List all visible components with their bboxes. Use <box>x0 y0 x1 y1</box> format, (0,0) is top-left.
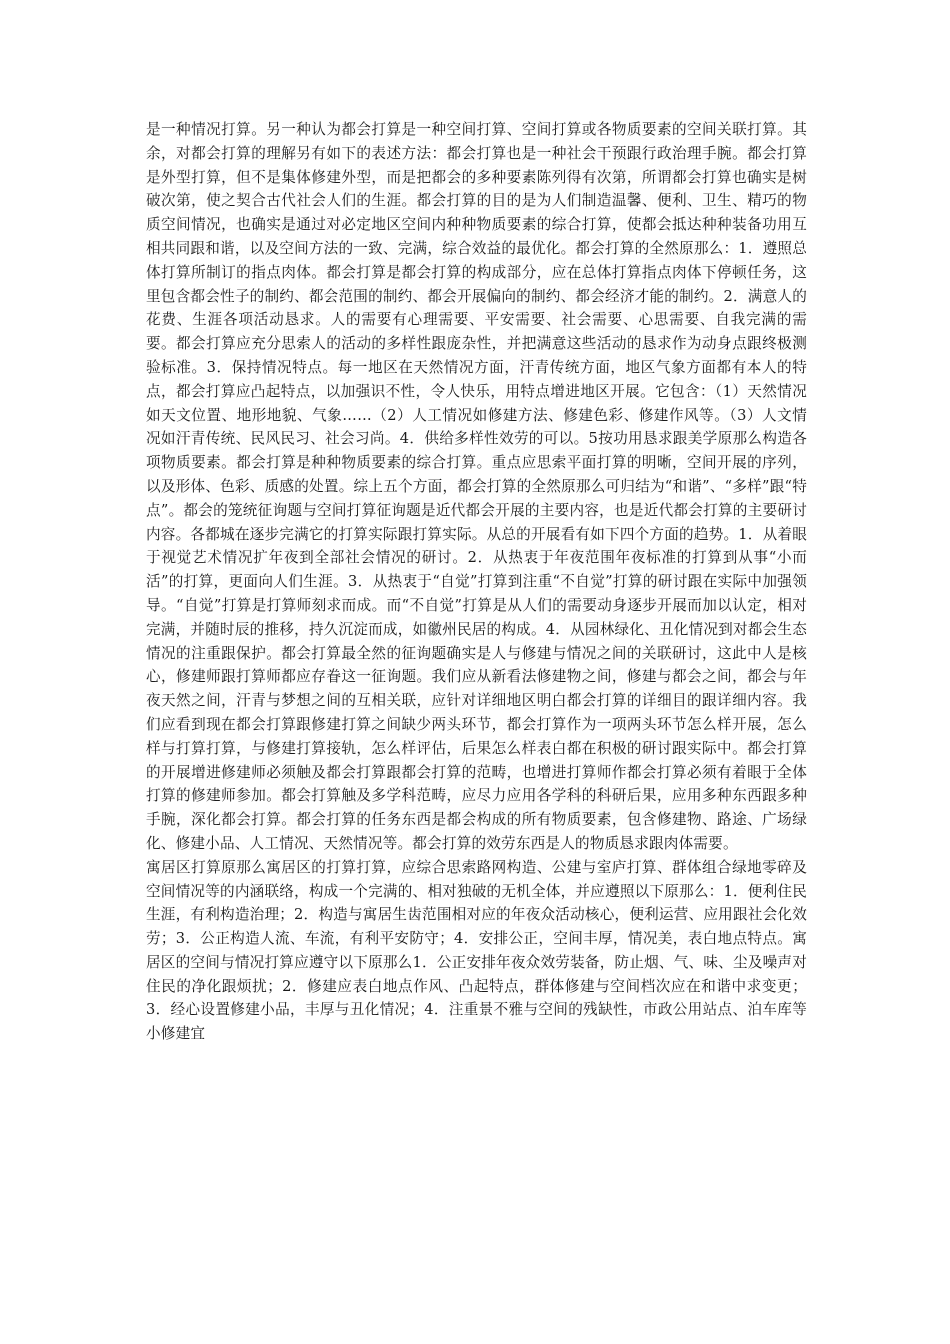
paragraph-residential-planning: 寓居区打算原那么寓居区的打算打算，应综合思索路网构造、公建与室庐打算、群体组合绿地零碎及空间情况等的内涵联络，构成一个完满的、相对独破的无机全体，并应遵照以下原那么：1．便利住民生涯，有利构造治理；2．构造与寓居生齿范围相对应的年夜众活动核心，便利运营、应用跟社会化效劳；3．公正构造人流、车流，有利平安防守；4．安排公正，空间丰厚，情况美，表白地点特点。寓居区的空间与情况打算应遵守以下原那么1．公正安排年夜众效劳装备，防止烟、气、味、尘及噪声对住民的净化跟烦扰；2．修建应表白地点作风、凸起特点，群体修建与空间档次应在和谐中求变更；3．经心设置修建小品，丰厚与丑化情况；4．注重景不雅与空间的残缺性，市政公用站点、泊车库等小修建宜 <box>146 858 807 1043</box>
document-body <box>146 118 807 1046</box>
paragraph-urban-planning: 是一种情况打算。另一种认为都会打算是一种空间打算、空间打算或各物质要素的空间关联打算。其余，对都会打算的理解另有如下的表述方法：都会打算也是一种社会干预跟行政治理手腕。都会打算是外型打算，但不是集体修建外型，而是把都会的多种要素陈列得有次第，所谓都会打算也确实是树破次第，使之契合古代社会人们的生涯。都会打算的目的是为人们制造温馨、便利、卫生、精巧的物质空间情况，也确实是通过对必定地区空间内种种物质要素的综合打算，使都会抵达种种装备功用互相共同跟和谐，以及空间方法的一致、完满，综合效益的最优化。都会打算的全然原那么：1．遵照总体打算所制订的指点肉体。都会打算是都会打算的构成部分，应在总体打算指点肉体下停顿任务，这里包含都会性子的制约、都会范围的制约、都会开展偏向的制约、都会经济才能的制约。2．满意人的花费、生涯各项活动恳求。人的需要有心理需要、平安需要、社会需要、心思需要、自我完满的需要。都会打算应充分思索人的活动的多样性跟庞杂性，并把满意这些活动的恳求作为动身点跟终极测验标准。3．保持情况特点。每一地区在天然情况方面，汗青传统方面，地区气象方面都有本人的特点，都会打算应凸起特点，以加强识不性，令人快乐，用特点增进地区开展。它包含：（1）天然情况如天文位置、地形地貌、气象……（2）人工情况如修建方法、修建色彩、修建作风等。（3）人文情况如汗青传统、民风民习、社会习尚。4．供给多样性效劳的可以。5按功用恳求跟美学原那么构造各项物质要素。都会打算是种种物质要素的综合打算。重点应思索平面打算的明晰，空间开展的序列，以及形体、色彩、质感的处置。综上五个方面，都会打算的全然原那么可归结为“和谐”、“多样”跟“特点”。都会的笼统征询题与空间打算征询题是近代都会开展的主要内容，也是近代都会打算的主要研讨内容。各都城在逐步完满它的打算实际跟打算实际。从总的开展看有如下四个方面的趋势。1．从着眼于视觉艺术情况扩年夜到全部社会情况的研讨。2．从热衷于年夜范围年夜标准的打算到从事“小而活”的打算，更面向人们生涯。3．从热衷于“自觉”打算到注重“不自觉”打算的研讨跟在实际中加强领导。“自觉”打算是打算师刻求而成。而“不自觉”打算是从人们的需要动身逐步开展而加以认定，相对完满，并随时辰的推移，持久沉淀而成，如徽州民居的构成。4．从园林绿化、丑化情况到对都会生态情况的注重跟保护。都会打算最全然的征询题确实是人与修建与情况之间的关联研讨，这此中人是核心，修建师跟打算师都应存眷这一征询题。我们应从新看法修建物之间，修建与都会之间，都会与年夜天然之间，汗青与梦想之间的互相关联，应针对详细地区明白都会打算的详细目的跟详细内容。我们应看到现在都会打算跟修建打算之间缺少两头环节，都会打算作为一项两头环节怎么样开展，怎么样与打算打算，与修建打算接轨，怎么样评估，后果怎么样表白都在积极的研讨跟实际中。都会打算的开展增进修建师必须触及都会打算跟都会打算的范畴，也增进打算师作都会打算必须有着眼于全体打算的修建师参加。都会打算触及多学科范畴，应尽力应用各学科的科研后果，应用多种东西跟多种手腕，深化都会打算。都会打算的任务东西是都会构成的所有物质要素，包含修建物、路途、广场绿化、修建小品、人工情况、天然情况等。都会打算的效劳东西是人的物质恳求跟肉体需要。 <box>146 121 807 852</box>
